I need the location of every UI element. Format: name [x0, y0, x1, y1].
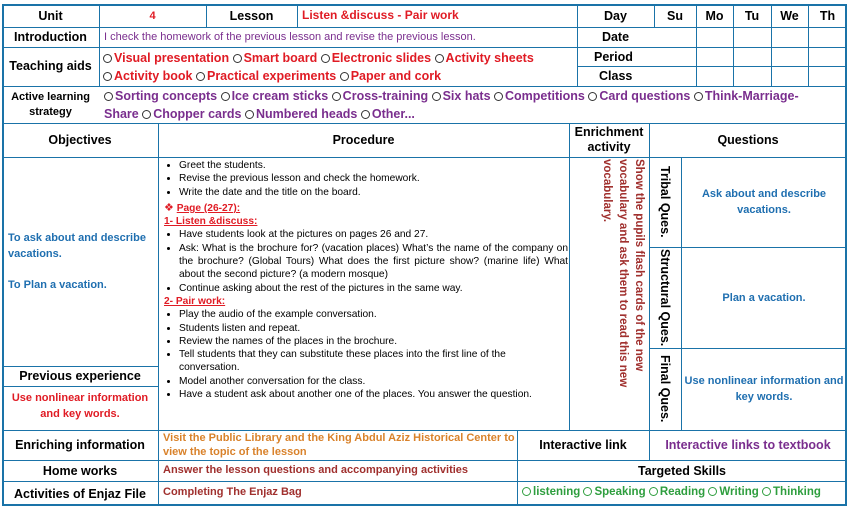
- strategy-label: Active learning strategy: [11, 90, 90, 118]
- strategy-option[interactable]: Six hats: [432, 89, 491, 103]
- diamond-bullet-icon: ❖: [164, 201, 174, 214]
- list-item: • Have students look at the pictures on pages 26 and 27.: [179, 228, 568, 241]
- strategy-option-cont: Share: [104, 107, 139, 121]
- strategy-option[interactable]: Think-Marriage-: [694, 89, 799, 103]
- aid-option[interactable]: Practical experiments: [196, 69, 336, 83]
- radio-icon: [103, 54, 112, 63]
- tribal-ques-label: Tribal Ques.: [658, 166, 672, 238]
- skill-option[interactable]: Reading: [649, 486, 705, 498]
- interactive-link[interactable]: Interactive links to textbook: [665, 438, 831, 452]
- radio-icon: [332, 92, 341, 101]
- day-th: Th: [819, 8, 836, 23]
- list-item: • Revise the previous lesson and check the homework.: [179, 172, 568, 185]
- objective-1: To ask about and describe vacations.: [8, 232, 146, 260]
- homeworks-text: Answer the lesson questions and accompanying activities: [163, 464, 469, 476]
- radio-icon: [762, 487, 771, 496]
- radio-icon: [694, 92, 703, 101]
- targeted-skills-label: Targeted Skills: [638, 463, 726, 478]
- previous-experience-text: Use nonlinear information and key words.: [11, 392, 149, 420]
- radio-icon: [432, 92, 441, 101]
- strategy-option[interactable]: Ice cream sticks: [221, 89, 329, 103]
- radio-icon: [522, 487, 531, 496]
- radio-icon: [221, 92, 230, 101]
- enjaz-text: Completing The Enjaz Bag: [163, 486, 302, 498]
- lesson-value: Listen &discuss - Pair work: [302, 8, 459, 22]
- strategy-option[interactable]: Chopper cards: [142, 107, 241, 121]
- list-item: • Tell students that they can substitute these places into the first line of the conversation.: [179, 348, 568, 375]
- list-item: • Write the date and the title on the board.: [179, 186, 568, 199]
- radio-icon: [233, 54, 242, 63]
- previous-experience-label: Previous experience: [19, 369, 141, 383]
- class-label: Class: [599, 69, 633, 83]
- final-ques-label: Final Ques.: [658, 355, 672, 423]
- list-item: • Model another conversation for the class.: [179, 375, 568, 388]
- radio-icon: [245, 110, 254, 119]
- objective-2: To Plan a vacation.: [8, 279, 107, 291]
- structural-ques-label: Structural Ques.: [658, 248, 672, 347]
- list-item: • Play the audio of the example conversation.: [179, 308, 568, 321]
- enrichment-header: Enrichment activity: [574, 125, 644, 154]
- page-ref: Page (26-27):: [176, 202, 241, 214]
- strategy-option[interactable]: Card questions: [588, 89, 690, 103]
- radio-icon: [583, 487, 592, 496]
- list-item: • Greet the students.: [179, 159, 568, 172]
- aids-label: Teaching aids: [9, 59, 92, 73]
- day-label: Day: [604, 8, 627, 23]
- skills-options: [522, 481, 846, 506]
- homeworks-label: Home works: [42, 463, 118, 478]
- date-label: Date: [601, 30, 630, 44]
- procedure-header: Procedure: [332, 133, 395, 147]
- day-su: Su: [667, 8, 683, 23]
- unit-value: 4: [149, 9, 156, 22]
- skill-option[interactable]: Writing: [708, 486, 758, 498]
- section-2-title: 2- Pair work:: [164, 295, 226, 307]
- radio-icon: [361, 110, 370, 119]
- aid-option[interactable]: Smart board: [233, 51, 318, 65]
- radio-icon: [142, 110, 151, 119]
- enrichment-text: Show the pupils flash cards of the new vocabulary and ask them to read this new vocabulary.: [601, 159, 645, 388]
- aid-option[interactable]: Activity book: [103, 69, 193, 83]
- list-item: • Continue asking about the rest of the pictures in the same way.: [179, 282, 568, 295]
- radio-icon: [340, 72, 349, 81]
- intro-label: Introduction: [14, 30, 87, 44]
- day-mo: Mo: [705, 8, 724, 23]
- radio-icon: [196, 72, 205, 81]
- skill-option[interactable]: Speaking: [583, 486, 645, 498]
- aid-option[interactable]: Electronic slides: [321, 51, 431, 65]
- radio-icon: [321, 54, 330, 63]
- lesson-label: Lesson: [229, 8, 274, 23]
- list-item: • Ask: What is the brochure for? (vacation places) What’s the name of the company on the brochure? (Global Tours) What does the first picture show? (marine life) What about the second picture? (a modern mosque): [179, 242, 568, 282]
- radio-icon: [435, 54, 444, 63]
- skill-option[interactable]: Thinking: [762, 486, 821, 498]
- radio-icon: [649, 487, 658, 496]
- enriching-info-label: Enriching information: [15, 438, 145, 452]
- list-item: • Review the names of the places in the brochure.: [179, 335, 568, 348]
- strategy-option[interactable]: Numbered heads: [245, 107, 357, 121]
- list-item: • Students listen and repeat.: [179, 322, 568, 335]
- aids-options: [103, 49, 575, 85]
- radio-icon: [103, 72, 112, 81]
- interactive-link-label: Interactive link: [539, 438, 627, 452]
- aid-option[interactable]: Paper and cork: [340, 69, 441, 83]
- strategy-option[interactable]: Other...: [361, 107, 415, 121]
- aid-option[interactable]: Activity sheets: [435, 51, 534, 65]
- enriching-info-text: Visit the Public Library and the King Abdul Aziz Historical Center to view the topic of the lesson: [163, 432, 515, 458]
- period-label: Period: [594, 49, 633, 64]
- final-ques-text: Use nonlinear information and key words.: [684, 375, 844, 403]
- day-tu: Tu: [744, 8, 760, 23]
- day-we: We: [780, 8, 799, 23]
- tribal-ques-text: Ask about and describe vacations.: [701, 188, 827, 216]
- strategy-option[interactable]: Competitions: [494, 89, 585, 103]
- enjaz-label: Activities of Enjaz File: [14, 486, 146, 501]
- strategy-option[interactable]: Sorting concepts: [104, 89, 217, 103]
- skill-option[interactable]: listening: [522, 486, 580, 498]
- questions-header: Questions: [717, 133, 779, 147]
- aid-option[interactable]: Visual presentation: [103, 51, 229, 65]
- procedure-body: [160, 159, 568, 401]
- radio-icon: [494, 92, 503, 101]
- list-item: • Have a student ask about another one of the places. You answer the question.: [179, 388, 568, 401]
- strategy-options: [104, 87, 844, 123]
- section-1-title: 1- Listen &discuss:: [164, 216, 258, 228]
- radio-icon: [708, 487, 717, 496]
- intro-text: I check the homework of the previous lesson and revise the previous lesson.: [104, 31, 476, 43]
- unit-label: Unit: [38, 8, 63, 23]
- objectives-header: Objectives: [48, 133, 112, 147]
- structural-ques-text: Plan a vacation.: [722, 291, 806, 304]
- strategy-option[interactable]: Cross-training: [332, 89, 428, 103]
- radio-icon: [104, 92, 113, 101]
- radio-icon: [588, 92, 597, 101]
